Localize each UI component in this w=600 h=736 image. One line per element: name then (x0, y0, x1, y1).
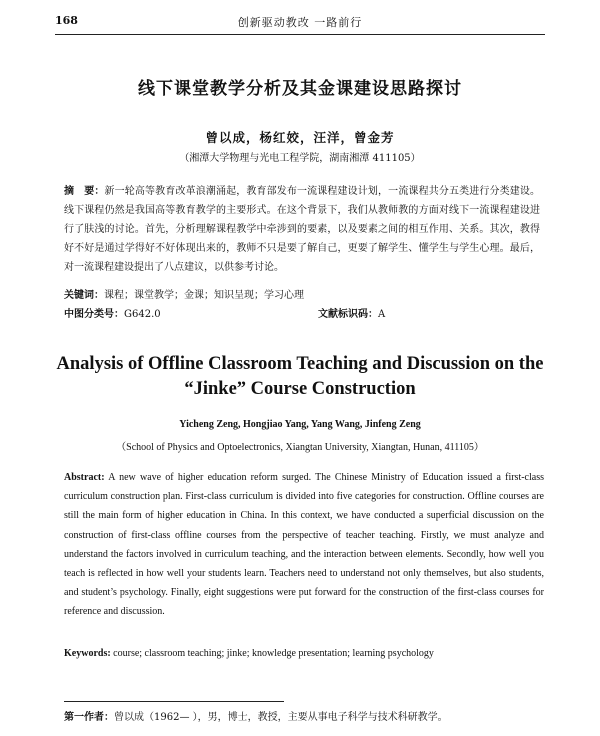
english-abstract (64, 468, 544, 622)
english-keywords-text: course; classroom teaching; jinke; knowledge presentation; learning psychology (113, 648, 434, 659)
header-rule (55, 34, 545, 35)
chinese-abstract (64, 182, 540, 277)
english-keywords (64, 648, 544, 659)
footnote-label: 第一作者： (64, 712, 114, 723)
english-affiliation: （School of Physics and Optoelectronics, Xiangtan University, Xiangtan, Hunan, 411105） (116, 442, 484, 453)
chinese-abstract-text: 新一轮高等教育改革浪潮涌起，教育部发布一流课程建设计划，一流课程共分五类进行分类建设。线下课程仍然是我国高等教育教学的主要形式。在这个背景下，我们从教师教的方面对线下一流课程建设进行了肤浅的讨论。首先，分析理解课程教学中牵涉到的要素，以及要素之间的相互作用、关系。其次，教得好不好是通过学得好不好体现出来的，教师不只是要了解自己，更要了解学生、懂学生与学生心理。最后，对一流课程建设提出了八点建议，以供参考讨论。 (64, 186, 541, 273)
footnote (64, 708, 560, 723)
english-abstract-label: Abstract: (64, 472, 105, 483)
chinese-authors: 曾以成，杨红姣，汪洋，曾金芳 (205, 130, 395, 145)
running-header (55, 14, 545, 34)
document-code (318, 305, 385, 320)
classification-value: G642.0 (124, 309, 161, 320)
english-title: Analysis of Offline Classroom Teaching and Discussion on the “Jinke” Course Construction (56, 354, 544, 399)
document-code-value: A (378, 309, 386, 320)
english-authors: Yicheng Zeng, Hongjiao Yang, Yang Wang, Jinfeng Zeng (179, 419, 421, 430)
chinese-affiliation: （湘潭大学物理与光电工程学院，湖南湘潭 411105） (179, 153, 421, 164)
english-abstract-text: A new wave of higher education reform surged. The Chinese Ministry of Education issued a first-class curriculum construction plan. First-class curriculum is divided into five categories for construction. Offline courses are still the main form of higher education in China. In this context, we have conducted a superficial discussion on the construction of first-class offline courses from the perspective of teacher teaching. Firstly, we must analyze and understand the factors involved in curriculum teaching, and the interaction between elements. Secondly, how well you teach is reflected in how well your students learn. Teachers need to understand not only themselves, but also students, and student’s psychology. Finally, eight suggestions were put forward for the construction of the first-class courses for reference and discussion. (64, 472, 544, 618)
chinese-keywords (64, 286, 540, 301)
document-code-label: 文献标识码： (318, 309, 378, 320)
running-title: 创新驱动教改 一路前行 (237, 16, 363, 29)
footnote-rule (64, 701, 284, 702)
footnote-text: 曾以成（1962— ），男，博士，教授，主要从事电子科学与技术科研教学。 (114, 712, 448, 723)
english-keywords-label: Keywords: (64, 648, 111, 659)
chinese-keywords-text: 课程；课堂教学；金课；知识呈现；学习心理 (104, 290, 304, 301)
page-number: 168 (55, 14, 78, 27)
chinese-title: 线下课堂教学分析及其金课建设思路探讨 (138, 79, 462, 99)
chinese-abstract-label: 摘 要： (64, 186, 105, 197)
classification-number (64, 305, 161, 320)
classification-label: 中图分类号： (64, 309, 124, 320)
chinese-keywords-label: 关键词： (64, 290, 104, 301)
